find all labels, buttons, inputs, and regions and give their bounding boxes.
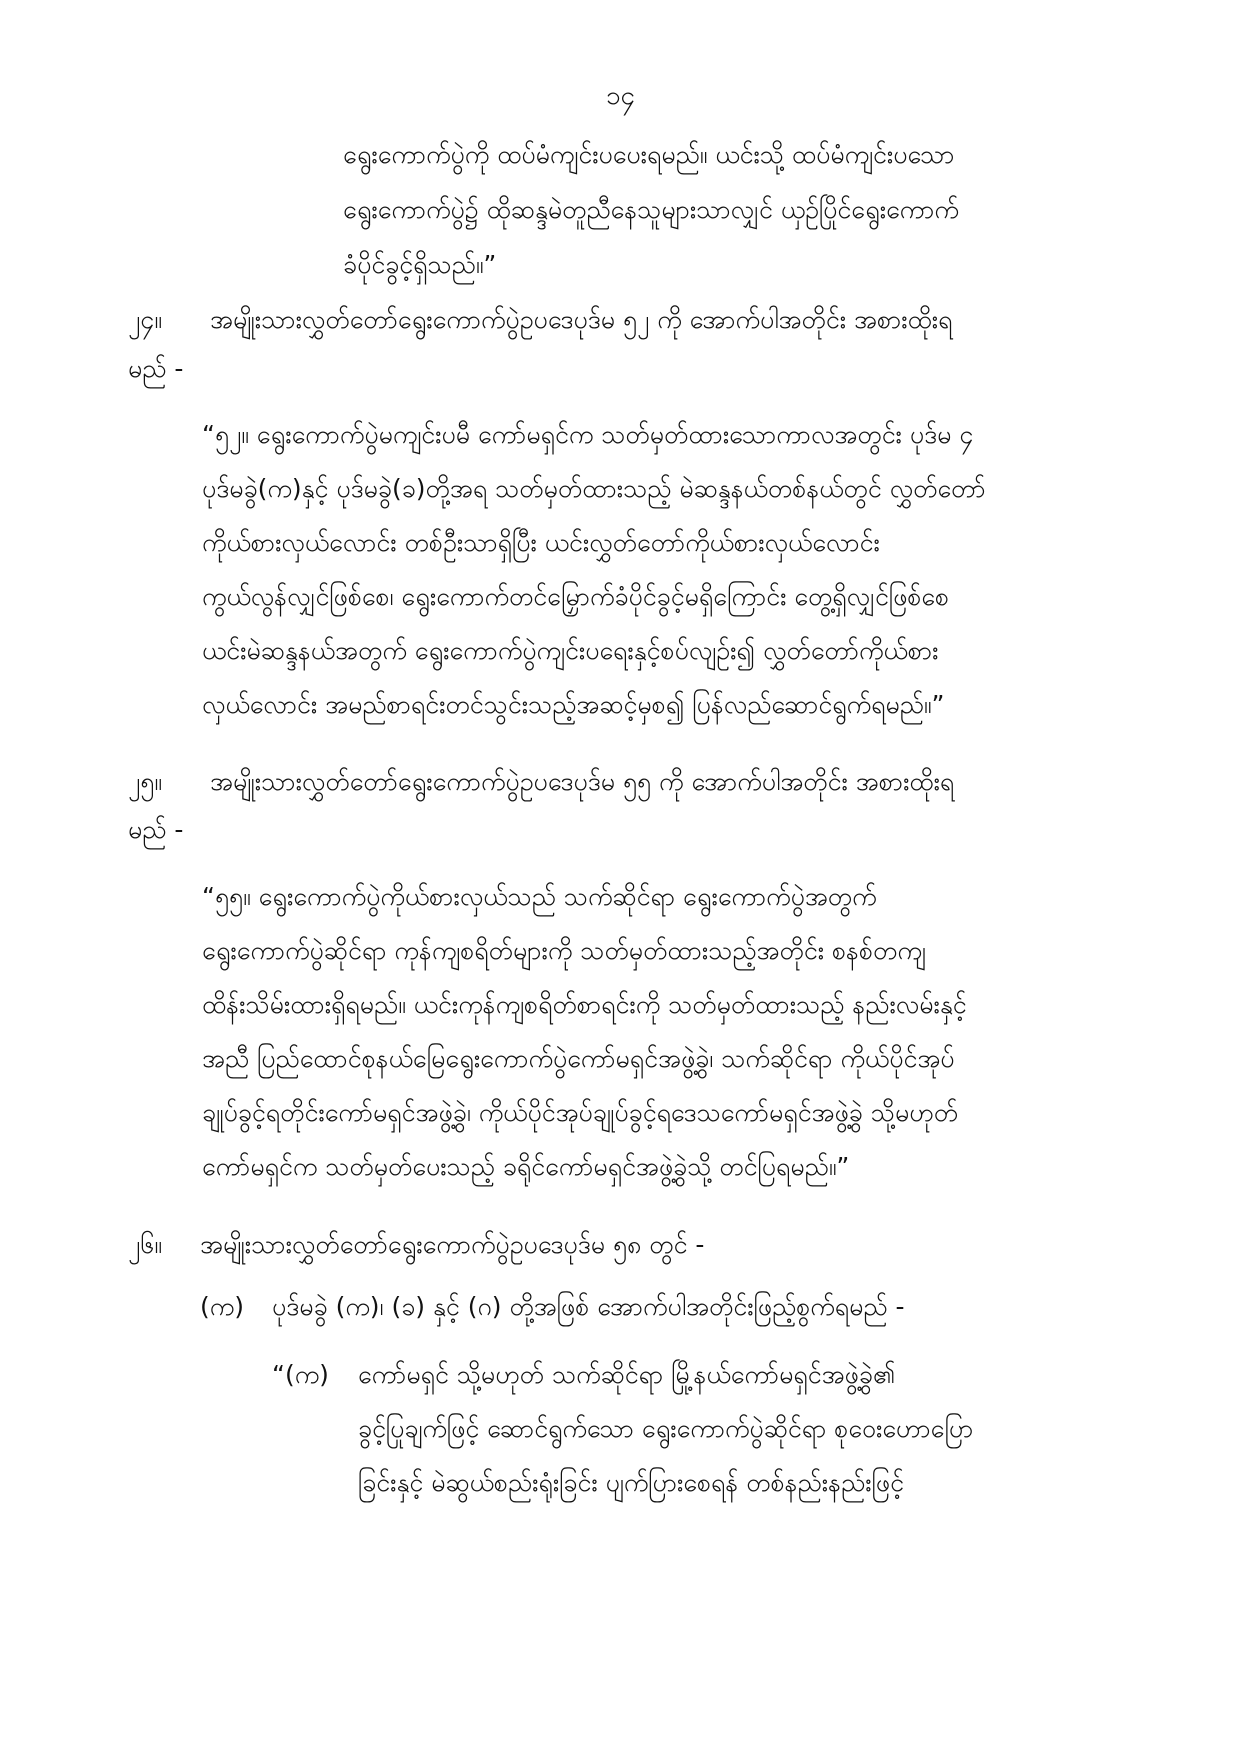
continuation-line-1: ရွေးကောက်ပွဲကို ထပ်မံကျင်းပပေးရမည်။ ယင်းသို့ ထပ်မံကျင်းပသော — [343, 140, 955, 169]
section-24-quote-line-5: ယင်းမဲဆန္ဒနယ်အတွက် ရွေးကောက်ပွဲကျင်းပရေးနှင့်စပ်လျဉ်း၍ လွှတ်တော်ကိုယ်စား — [202, 636, 939, 665]
section-24-quote-line-2: ပုဒ်မခွဲ(က)နှင့် ပုဒ်မခွဲ(ခ)တို့အရ သတ်မှတ်ထားသည့် မဲဆန္ဒနယ်တစ်နယ်တွင် လွှတ်တော် — [202, 474, 986, 503]
subsection-text: ပုဒ်မခွဲ (က)၊ (ခ) နှင့် (ဂ) တို့အဖြစ် အောက်ပါအတိုင်းဖြည့်စွက်ရမည် - — [272, 1292, 905, 1321]
quoted-clause-line-3: ခြင်းနှင့် မဲဆွယ်စည်းရုံးခြင်း ပျက်ပြားစေရန် တစ်နည်းနည်းဖြင့် — [358, 1468, 904, 1497]
page-number: ၁၄ — [605, 81, 636, 111]
section-24-quote-line-1: “၅၂။ ရွေးကောက်ပွဲမကျင်းပမီ ကော်မရှင်က သတ်မှတ်ထားသောကာလအတွင်း ပုဒ်မ ၄ — [202, 420, 974, 449]
section-25-heading: အမျိုးသားလွှတ်တော်ရွေးကောက်ပွဲဥပဒေပုဒ်မ ၅၅ ကို အောက်ပါအတိုင်း အစားထိုးရ — [210, 767, 955, 796]
section-25-quote-line-4: အညီ ပြည်ထောင်စုနယ်မြေရွေးကောက်ပွဲကော်မရှင်အဖွဲ့ခွဲ၊ သက်ဆိုင်ရာ ကိုယ်ပိုင်အုပ် — [202, 1044, 955, 1073]
quoted-clause-line-1: ကော်မရှင် သို့မဟုတ် သက်ဆိုင်ရာ မြို့နယ်ကော်မရှင်အဖွဲ့ခွဲ၏ — [358, 1360, 896, 1389]
subsection-label: (က) — [200, 1292, 244, 1321]
quoted-clause-line-2: ခွင့်ပြုချက်ဖြင့် ဆောင်ရွက်သော ရွေးကောက်ပွဲဆိုင်ရာ စုဝေးဟောပြော — [358, 1414, 974, 1443]
section-25-quote-line-3: ထိန်းသိမ်းထားရှိရမည်။ ယင်းကုန်ကျစရိတ်စာရင်းကို သတ်မှတ်ထားသည့် နည်းလမ်းနှင့် — [202, 990, 967, 1019]
continuation-line-3: ခံပိုင်ခွင့်ရှိသည်။” — [343, 250, 497, 279]
section-25-quote-line-1: “၅၅။ ရွေးကောက်ပွဲကိုယ်စားလှယ်သည် သက်ဆိုင်ရာ ရွေးကောက်ပွဲအတွက် — [202, 882, 877, 911]
section-25-heading-cont: မည် - — [128, 815, 184, 844]
section-24-heading-cont: မည် - — [128, 354, 184, 383]
section-24-quote-line-4: ကွယ်လွန်လျှင်ဖြစ်စေ၊ ရွေးကောက်တင်မြှောက်ခံပိုင်ခွင့်မရှိကြောင်း တွေ့ရှိလျှင်ဖြစ်စေ — [202, 582, 950, 611]
section-24-quote-line-3: ကိုယ်စားလှယ်လောင်း တစ်ဦးသာရှိပြီး ယင်းလွှတ်တော်ကိုယ်စားလှယ်လောင်း — [202, 528, 880, 557]
section-24-quote-line-6: လှယ်လောင်း အမည်စာရင်းတင်သွင်းသည့်အဆင့်မှစ၍ ပြန်လည်ဆောင်ရွက်ရမည်။” — [202, 690, 945, 719]
section-25-quote-line-5: ချုပ်ခွင့်ရတိုင်းကော်မရှင်အဖွဲ့ခွဲ၊ ကိုယ်ပိုင်အုပ်ချုပ်ခွင့်ရဒေသကော်မရှင်အဖွဲ့ခွဲ သို့မဟုတ် — [202, 1098, 959, 1127]
section-26-number: ၂၆။ — [128, 1230, 162, 1259]
continuation-line-2: ရွေးကောက်ပွဲ၌ ထိုဆန္ဒမဲတူညီနေသူများသာလျှင် ယှဉ်ပြိုင်ရွေးကောက် — [343, 195, 959, 224]
section-24-heading: အမျိုးသားလွှတ်တော်ရွေးကောက်ပွဲဥပဒေပုဒ်မ ၅၂ ကို အောက်ပါအတိုင်း အစားထိုးရ — [210, 305, 953, 334]
section-26-heading: အမျိုးသားလွှတ်တော်ရွေးကောက်ပွဲဥပဒေပုဒ်မ ၅၈ တွင် - — [200, 1230, 705, 1259]
section-25-quote-line-6: ကော်မရှင်က သတ်မှတ်ပေးသည့် ခရိုင်ကော်မရှင်အဖွဲ့ခွဲသို့ တင်ပြရမည်။” — [202, 1152, 850, 1181]
section-25-number: ၂၅။ — [128, 767, 162, 796]
section-25-quote-line-2: ရွေးကောက်ပွဲဆိုင်ရာ ကုန်ကျစရိတ်များကို သတ်မှတ်ထားသည့်အတိုင်း စနစ်တကျ — [202, 936, 926, 965]
quoted-clause-label: “(က) — [272, 1360, 329, 1389]
section-24-number: ၂၄။ — [128, 305, 162, 334]
